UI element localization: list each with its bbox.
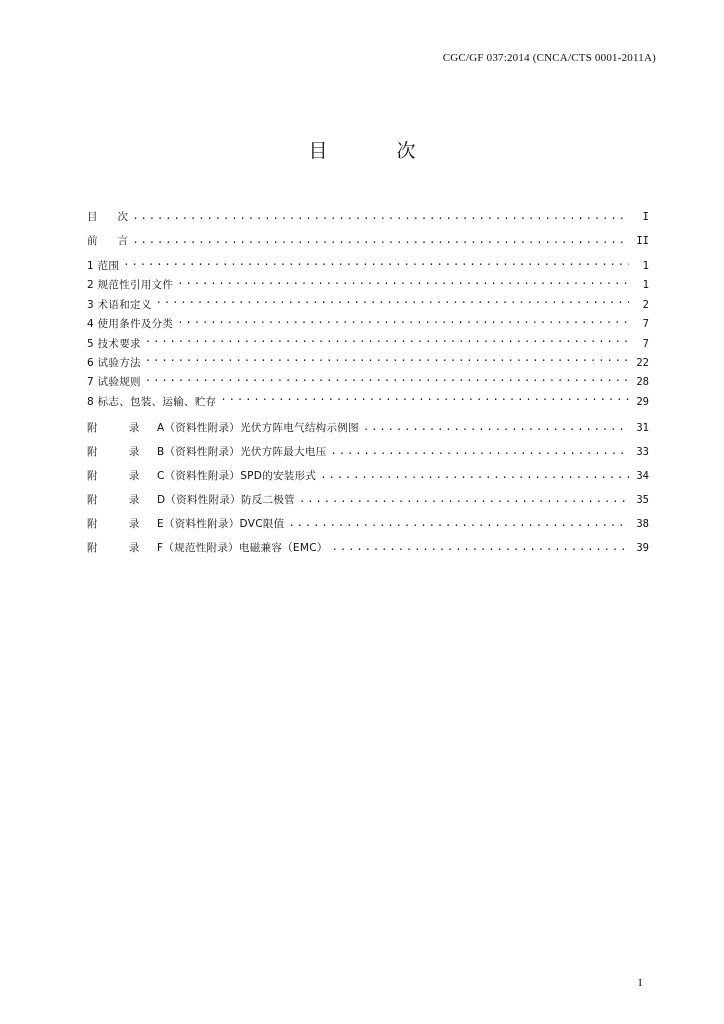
toc-entry-annex-f[interactable] [87,536,649,560]
toc-leader-dots [132,210,629,221]
toc-entry-label: 附 录 A（资料性附录）光伏方阵电气结构示例图 [87,422,359,435]
toc-entry-contents[interactable] [87,205,649,229]
toc-leader-dots [363,421,629,432]
toc-entry-page: 1 [642,279,649,292]
toc-entry-annex-a[interactable] [87,416,649,440]
toc-entry-page: I [642,211,649,223]
toc-entry-foreword[interactable] [87,229,649,253]
toc-entry-page: 31 [636,422,649,435]
toc-entry-page: 39 [636,542,649,555]
toc-leader-dots [145,355,629,366]
standard-code-header: CGC/GF 037:2014 (CNCA/CTS 0001-2011A) [442,52,656,64]
toc-entry-5[interactable] [87,335,649,354]
toc-entry-page: 33 [636,446,649,459]
toc-entry-page: 29 [636,395,649,408]
toc-entry-2[interactable] [87,276,649,295]
toc-entry-label: 目次 [87,211,129,223]
toc-leader-dots [123,259,629,270]
table-of-contents [87,205,649,560]
toc-leader-dots [332,541,629,552]
page-title-part1: 目 [308,140,328,162]
toc-entry-label: 附 录 F（规范性附录）电磁兼容（EMC） [87,542,328,555]
toc-entry-label: 附 录 B（资料性附录）光伏方阵最大电压 [87,446,327,459]
toc-entry-page: 22 [636,356,649,369]
toc-entry-4[interactable] [87,315,649,334]
toc-entry-page: 28 [636,376,649,389]
toc-entry-label: 3 术语和定义 [87,298,152,311]
toc-entry-3[interactable] [87,296,649,315]
toc-entry-1[interactable] [87,257,649,276]
toc-entry-page: 38 [636,518,649,531]
toc-entry-label: 前言 [87,235,129,247]
toc-leader-dots [177,317,629,328]
toc-leader-dots [145,375,629,386]
toc-leader-dots [320,469,629,480]
toc-entry-page: 35 [636,494,649,507]
toc-entry-label: 附 录 E（资料性附录）DVC限值 [87,518,285,531]
page-title [0,139,724,163]
toc-entry-label: 8 标志、包装、运输、贮存 [87,395,217,408]
toc-leader-dots [145,336,629,347]
toc-entry-label: 附 录 C（资料性附录）SPD的安装形式 [87,470,317,483]
toc-entry-page: 1 [642,260,649,272]
toc-entry-6[interactable] [87,354,649,373]
toc-leader-dots [156,297,629,308]
toc-leader-dots [220,394,629,405]
toc-entry-page: 7 [642,337,649,350]
toc-entry-page: 34 [636,470,649,483]
toc-entry-label: 6 试验方法 [87,356,141,369]
toc-entry-label: 2 规范性引用文件 [87,279,174,292]
page-number-footer: I [638,977,642,989]
toc-entry-7[interactable] [87,373,649,392]
toc-entry-label: 7 试验规则 [87,376,141,389]
toc-entry-label: 4 使用条件及分类 [87,318,174,331]
page-title-part2: 次 [396,140,416,162]
toc-entry-label: 5 技术要求 [87,337,141,350]
toc-entry-label: 1 范围 [87,260,120,272]
toc-entry-page: 7 [642,318,649,331]
toc-entry-annex-b[interactable] [87,440,649,464]
toc-entry-annex-c[interactable] [87,464,649,488]
toc-leader-dots [177,278,629,289]
toc-leader-dots [288,517,629,528]
toc-entry-label: 附 录 D（资料性附录）防反二极管 [87,494,295,507]
toc-entry-8[interactable] [87,393,649,412]
toc-entry-annex-e[interactable] [87,512,649,536]
toc-entry-page: II [636,235,649,247]
toc-leader-dots [132,234,629,245]
toc-entry-annex-d[interactable] [87,488,649,512]
toc-leader-dots [299,493,629,504]
toc-entry-page: 2 [642,298,649,311]
toc-leader-dots [331,445,630,456]
